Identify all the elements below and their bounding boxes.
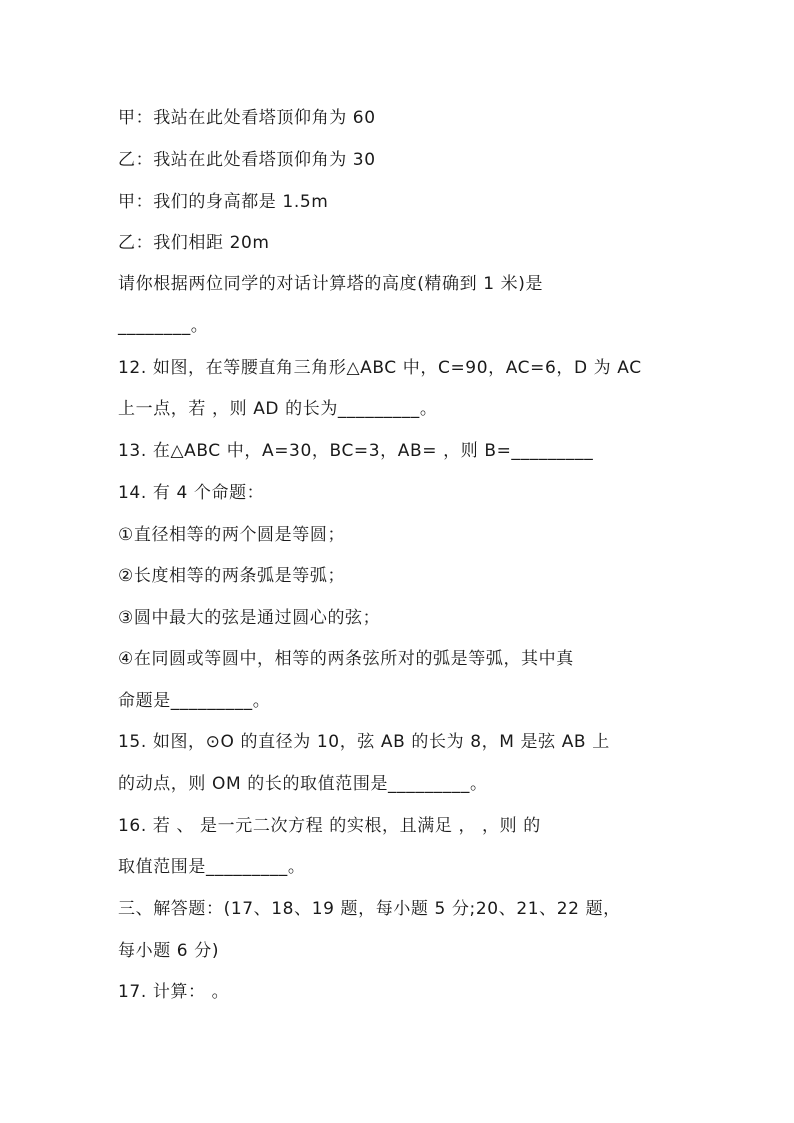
question-12-line-1: 12. 如图，在等腰直角三角形△ABC 中，C=90，AC=6，D 为 AC — [118, 358, 642, 378]
dialogue-line-jia-2: 甲：我们的身高都是 1.5m — [118, 192, 329, 212]
proposition-2: ②长度相等的两条弧是等弧； — [118, 566, 346, 586]
section-3-heading: 三、解答题：(17、18、19 题，每小题 5 分;20、21、22 题， — [118, 899, 621, 919]
question-16-line-1: 16. 若 、 是一元二次方程 的实根，且满足 ， ，则 的 — [118, 816, 541, 836]
question-13: 13. 在△ABC 中，A=30，BC=3，AB= ，则 B=_________ — [118, 441, 594, 461]
section-3-heading-cont: 每小题 6 分) — [118, 941, 220, 961]
question-15-line-2: 的动点，则 OM 的长的取值范围是_________。 — [118, 774, 488, 794]
question-11-blank: ________。 — [118, 316, 209, 336]
question-16-line-2: 取值范围是_________。 — [118, 857, 306, 877]
dialogue-line-yi-2: 乙：我们相距 20m — [118, 233, 270, 253]
question-14-answer: 命题是_________。 — [118, 691, 271, 711]
proposition-3: ③圆中最大的弦是通过圆心的弦； — [118, 608, 381, 628]
dialogue-line-jia-1: 甲：我站在此处看塔顶仰角为 60 — [118, 108, 376, 128]
dialogue-line-yi-1: 乙：我站在此处看塔顶仰角为 30 — [118, 150, 376, 170]
question-17: 17. 计算： 。 — [118, 982, 230, 1002]
question-14-title: 14. 有 4 个命题： — [118, 483, 265, 503]
proposition-1: ①直径相等的两个圆是等圆； — [118, 525, 346, 545]
question-11-prompt: 请你根据两位同学的对话计算塔的高度(精确到 1 米)是 — [118, 274, 544, 294]
proposition-4: ④在同圆或等圆中，相等的两条弦所对的弧是等弧，其中真 — [118, 649, 574, 669]
question-15-line-1: 15. 如图，⊙O 的直径为 10，弦 AB 的长为 8，M 是弦 AB 上 — [118, 732, 610, 752]
question-12-line-2: 上一点，若 ，则 AD 的长为_________。 — [118, 399, 438, 419]
